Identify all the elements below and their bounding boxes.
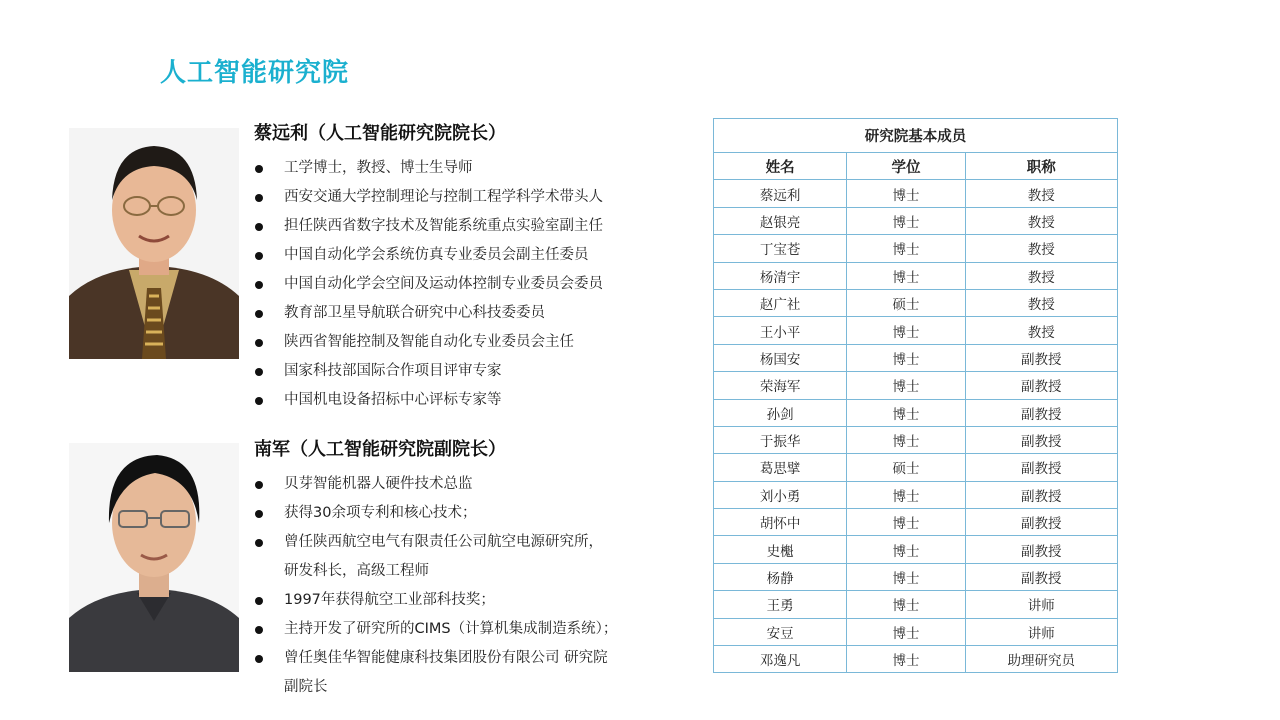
table-row xyxy=(714,591,1118,618)
cell-title: 副教授 xyxy=(965,481,1117,508)
table-row xyxy=(714,207,1118,234)
cell-degree: 博士 xyxy=(847,235,965,262)
bullet-icon xyxy=(255,626,263,634)
profile-name: 南军（人工智能研究院副院长） xyxy=(254,439,506,460)
cell-name: 杨清宇 xyxy=(714,262,847,289)
list-item: 担任陕西省数字技术及智能系统重点实验室副主任 xyxy=(254,212,694,241)
cell-name: 安豆 xyxy=(714,618,847,645)
table-row xyxy=(714,618,1118,645)
cell-title: 教授 xyxy=(965,262,1117,289)
bullet-icon xyxy=(255,539,263,547)
list-item: 主持开发了研究所的CIMS（计算机集成制造系统）； xyxy=(254,615,694,644)
profile-bullet-list xyxy=(254,154,694,415)
cell-name: 葛思擘 xyxy=(714,454,847,481)
column-header-name: 姓名 xyxy=(714,153,847,180)
cell-name: 史櫆 xyxy=(714,536,847,563)
cell-degree: 博士 xyxy=(847,591,965,618)
cell-name: 杨静 xyxy=(714,563,847,590)
cell-title: 副教授 xyxy=(965,344,1117,371)
list-item: 陕西省智能控制及智能自动化专业委员会主任 xyxy=(254,328,694,357)
cell-title: 讲师 xyxy=(965,618,1117,645)
list-item-continuation: 研发科长，高级工程师 xyxy=(284,563,429,579)
cell-title: 副教授 xyxy=(965,563,1117,590)
cell-name: 杨国安 xyxy=(714,344,847,371)
cell-degree: 博士 xyxy=(847,372,965,399)
list-item: 中国自动化学会空间及运动体控制专业委员会委员 xyxy=(254,270,694,299)
bullet-icon xyxy=(255,223,263,231)
bullet-icon xyxy=(255,368,263,376)
list-item: 曾任奥佳华智能健康科技集团股份有限公司 研究院 xyxy=(254,644,694,673)
bullet-icon xyxy=(255,597,263,605)
list-item: 国家科技部国际合作项目评审专家 xyxy=(254,357,694,386)
cell-name: 赵广社 xyxy=(714,289,847,316)
cell-degree: 博士 xyxy=(847,509,965,536)
cell-title: 教授 xyxy=(965,235,1117,262)
cell-title: 副教授 xyxy=(965,536,1117,563)
bullet-icon xyxy=(255,252,263,260)
cell-degree: 博士 xyxy=(847,481,965,508)
list-item: 工学博士，教授、博士生导师 xyxy=(254,154,694,183)
list-item: 贝芽智能机器人硬件技术总监 xyxy=(254,470,694,499)
list-item: 教育部卫星导航联合研究中心科技委委员 xyxy=(254,299,694,328)
cell-degree: 博士 xyxy=(847,646,965,673)
bullet-icon xyxy=(255,165,263,173)
table-row xyxy=(714,536,1118,563)
cell-degree: 博士 xyxy=(847,262,965,289)
cell-degree: 博士 xyxy=(847,426,965,453)
table-row xyxy=(714,399,1118,426)
table-row xyxy=(714,317,1118,344)
list-item: 曾任陕西航空电气有限责任公司航空电源研究所， xyxy=(254,528,694,557)
cell-title: 助理研究员 xyxy=(965,646,1117,673)
cell-degree: 博士 xyxy=(847,399,965,426)
profile-name: 蔡远利（人工智能研究院院长） xyxy=(254,123,506,144)
column-header-degree: 学位 xyxy=(847,153,965,180)
cell-degree: 博士 xyxy=(847,344,965,371)
portrait-photo-director xyxy=(69,128,239,359)
table-caption: 研究院基本成员 xyxy=(714,119,1118,153)
cell-title: 副教授 xyxy=(965,372,1117,399)
profile-director xyxy=(254,120,694,415)
table-row xyxy=(714,646,1118,673)
list-item: 中国机电设备招标中心评标专家等 xyxy=(254,386,694,415)
table-row xyxy=(714,344,1118,371)
cell-title: 教授 xyxy=(965,289,1117,316)
cell-title: 副教授 xyxy=(965,509,1117,536)
cell-title: 教授 xyxy=(965,317,1117,344)
table-row xyxy=(714,180,1118,207)
cell-title: 副教授 xyxy=(965,426,1117,453)
cell-degree: 博士 xyxy=(847,536,965,563)
bullet-icon xyxy=(255,397,263,405)
list-item: 西安交通大学控制理论与控制工程学科学术带头人 xyxy=(254,183,694,212)
profile-bullet-list xyxy=(254,470,694,702)
table-row xyxy=(714,289,1118,316)
list-item: 获得30余项专利和核心技术； xyxy=(254,499,694,528)
table-row xyxy=(714,262,1118,289)
table-row xyxy=(714,563,1118,590)
table-row xyxy=(714,426,1118,453)
cell-name: 胡怀中 xyxy=(714,509,847,536)
cell-name: 孙剑 xyxy=(714,399,847,426)
cell-degree: 博士 xyxy=(847,317,965,344)
bullet-icon xyxy=(255,655,263,663)
cell-degree: 硕士 xyxy=(847,454,965,481)
bullet-icon xyxy=(255,510,263,518)
bullet-icon xyxy=(255,310,263,318)
page-title: 人工智能研究院 xyxy=(160,58,350,88)
cell-name: 赵银亮 xyxy=(714,207,847,234)
table-row xyxy=(714,454,1118,481)
table-body xyxy=(714,180,1118,673)
portrait-photo-deputy-director xyxy=(69,443,239,672)
list-item-continuation: 副院长 xyxy=(284,679,328,695)
table-row xyxy=(714,372,1118,399)
cell-name: 刘小勇 xyxy=(714,481,847,508)
cell-title: 教授 xyxy=(965,180,1117,207)
cell-name: 丁宝苍 xyxy=(714,235,847,262)
cell-name: 王勇 xyxy=(714,591,847,618)
members-table xyxy=(713,118,1118,673)
column-header-title: 职称 xyxy=(965,153,1117,180)
cell-name: 王小平 xyxy=(714,317,847,344)
table-row xyxy=(714,509,1118,536)
cell-name: 邓逸凡 xyxy=(714,646,847,673)
cell-name: 蔡远利 xyxy=(714,180,847,207)
cell-title: 副教授 xyxy=(965,399,1117,426)
cell-name: 荣海军 xyxy=(714,372,847,399)
table-row xyxy=(714,481,1118,508)
cell-title: 讲师 xyxy=(965,591,1117,618)
cell-title: 教授 xyxy=(965,207,1117,234)
bullet-icon xyxy=(255,481,263,489)
cell-degree: 博士 xyxy=(847,207,965,234)
bullet-icon xyxy=(255,339,263,347)
table-row xyxy=(714,235,1118,262)
cell-name: 于振华 xyxy=(714,426,847,453)
cell-degree: 硕士 xyxy=(847,289,965,316)
cell-degree: 博士 xyxy=(847,563,965,590)
list-item: 中国自动化学会系统仿真专业委员会副主任委员 xyxy=(254,241,694,270)
bullet-icon xyxy=(255,281,263,289)
bullet-icon xyxy=(255,194,263,202)
cell-title: 副教授 xyxy=(965,454,1117,481)
cell-degree: 博士 xyxy=(847,180,965,207)
list-item: 1997年获得航空工业部科技奖； xyxy=(254,586,694,615)
cell-degree: 博士 xyxy=(847,618,965,645)
profile-deputy-director xyxy=(254,436,694,702)
